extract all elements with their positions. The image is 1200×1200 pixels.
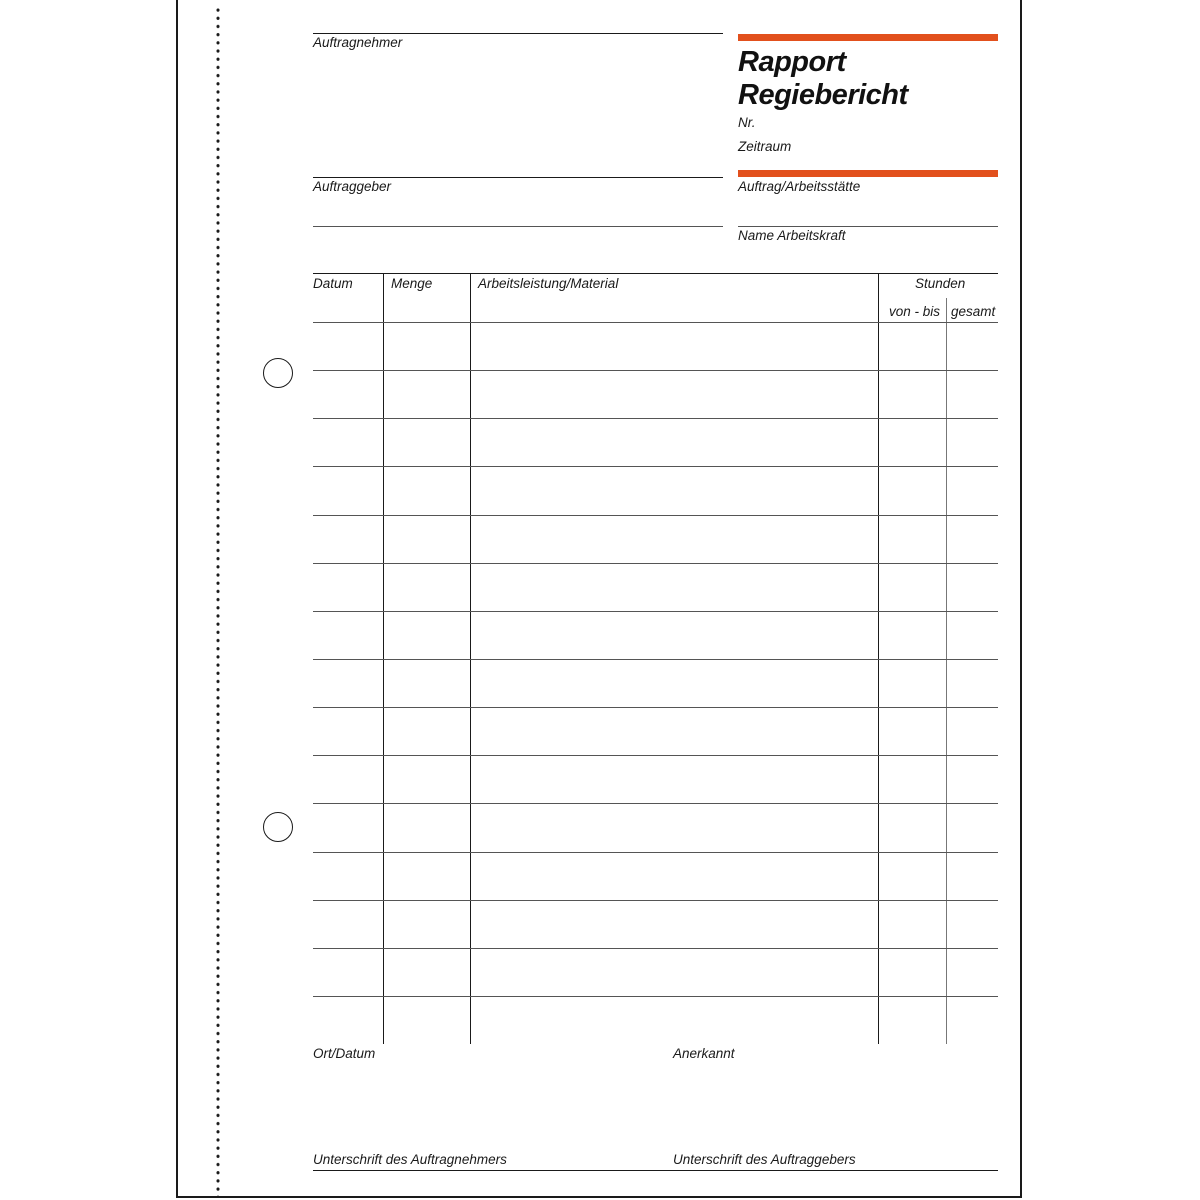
- auftrag-line: [738, 226, 998, 227]
- accent-bar-bottom: [738, 170, 998, 177]
- table-row: [313, 707, 998, 708]
- nr-label: Nr.: [738, 115, 756, 130]
- signature-line: [313, 1170, 998, 1171]
- ort-datum-label: Ort/Datum: [313, 1046, 376, 1061]
- table-row: [313, 803, 998, 804]
- punch-hole-top: [263, 358, 293, 388]
- col-divider-vonbis-gesamt: [946, 298, 947, 1044]
- col-header-arbeitsleistung: Arbeitsleistung/Material: [478, 276, 619, 291]
- table-row: [313, 948, 998, 949]
- table-row: [313, 370, 998, 371]
- col-header-gesamt: gesamt: [951, 304, 996, 319]
- col-header-menge: Menge: [391, 276, 433, 291]
- signature-auftraggeber-label: Unterschrift des Auftraggebers: [673, 1152, 856, 1167]
- table-row: [313, 418, 998, 419]
- title-regiebericht: Regiebericht: [738, 79, 908, 111]
- table-row: [313, 996, 998, 997]
- table-top-line: [313, 273, 998, 274]
- form-sheet: [176, 0, 1022, 1198]
- auftragnehmer-line: [313, 33, 723, 34]
- auftrag-arbeitsstaette-label: Auftrag/Arbeitsstätte: [738, 179, 861, 194]
- table-row: [313, 659, 998, 660]
- table-row: [313, 322, 998, 323]
- auftraggeber-label: Auftraggeber: [313, 179, 392, 194]
- col-header-datum: Datum: [313, 276, 353, 291]
- title-rapport: Rapport: [738, 46, 846, 78]
- punch-hole-bottom: [263, 812, 293, 842]
- auftragnehmer-label: Auftragnehmer: [313, 35, 403, 50]
- table-row: [313, 900, 998, 901]
- auftraggeber-line: [313, 177, 723, 178]
- col-header-stunden: Stunden: [915, 276, 966, 291]
- table-row: [313, 611, 998, 612]
- signature-auftragnehmer-label: Unterschrift des Auftragnehmers: [313, 1152, 507, 1167]
- accent-bar-top: [738, 34, 998, 41]
- col-header-von-bis: von - bis: [889, 304, 941, 319]
- table-row: [313, 466, 998, 467]
- table-row: [313, 852, 998, 853]
- perforation-line: [216, 6, 220, 1196]
- anerkannt-label: Anerkannt: [673, 1046, 735, 1061]
- table-row: [313, 515, 998, 516]
- table-row: [313, 563, 998, 564]
- name-arbeitskraft-label: Name Arbeitskraft: [738, 228, 846, 243]
- zeitraum-label: Zeitraum: [738, 139, 792, 154]
- table-row: [313, 755, 998, 756]
- auftraggeber-bottom-line: [313, 226, 723, 227]
